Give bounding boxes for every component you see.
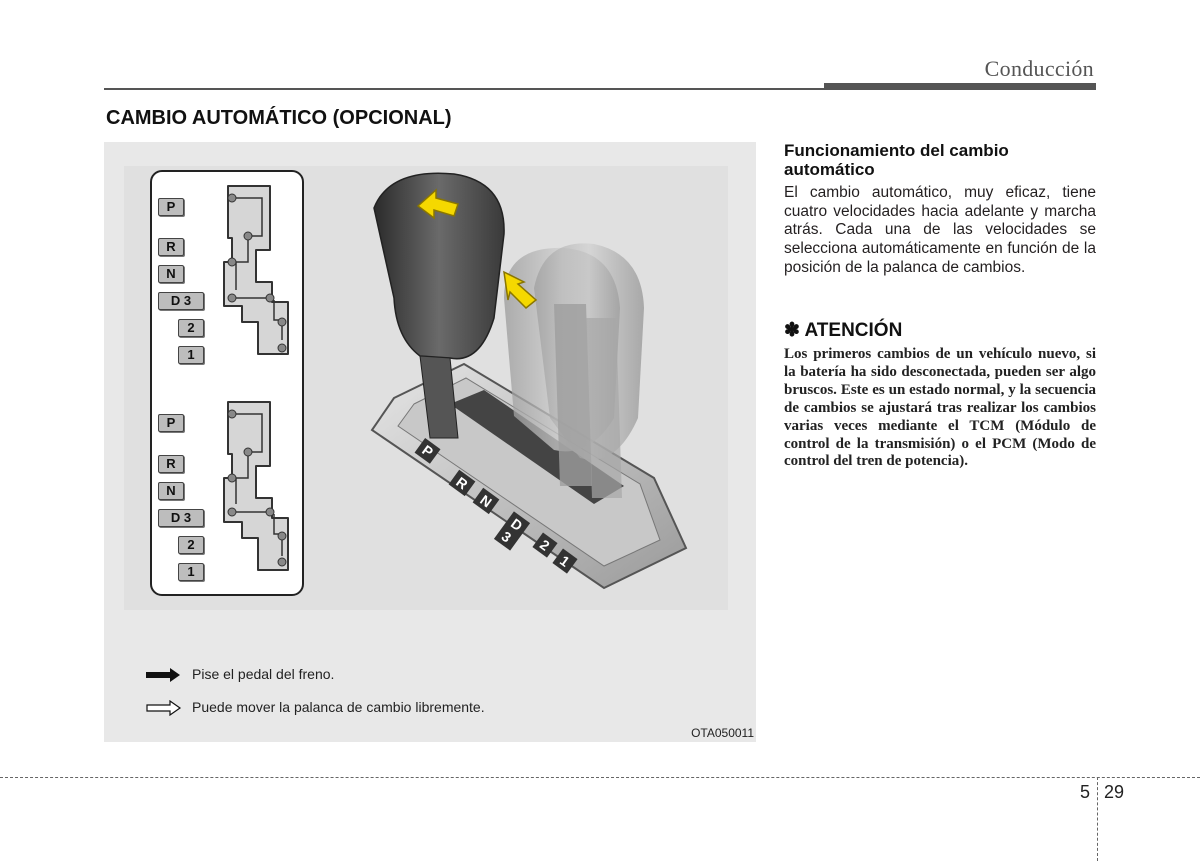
shift-pattern-diagram — [150, 170, 304, 596]
page-number: 29 — [1104, 782, 1125, 802]
footer-divider — [1097, 777, 1098, 861]
gear-label-d3: D 3 — [158, 292, 204, 310]
gate-label-1: 1 — [552, 548, 577, 573]
legend-label: Pise el pedal del freno. — [192, 666, 335, 682]
gate-label-2: 2 — [532, 532, 557, 557]
gear-label-r: R — [158, 238, 184, 256]
gear-label-n: N — [158, 482, 184, 500]
shift-gate-paths — [218, 182, 300, 586]
gate-path-top — [224, 186, 288, 354]
header-rule-accent — [824, 83, 1096, 90]
figure-panel — [104, 142, 756, 742]
hollow-arrow-icon — [146, 700, 182, 716]
gear-label-p: P — [158, 414, 184, 432]
body-paragraph: El cambio automático, muy eficaz, tiene cuatro velocidades hacia adelante y marcha atrás. Cada una de las velocidades se selecciona automáticamente en función de la posición de la palanca de cambios. — [784, 184, 1096, 276]
attention-heading: ✽ ATENCIÓN — [784, 320, 903, 341]
gear-label-d3: D 3 — [158, 509, 204, 527]
solid-arrow-icon — [146, 668, 182, 682]
footer-rule — [0, 777, 1200, 778]
section-title: CAMBIO AUTOMÁTICO (OPCIONAL) — [106, 107, 452, 129]
gate-label-n: N — [473, 488, 500, 514]
gate-path-bottom — [224, 402, 288, 570]
page-chapter-number: 5 — [1080, 782, 1091, 802]
gear-label-r: R — [158, 455, 184, 473]
gate-label-r: R — [449, 470, 476, 496]
gear-label-1: 1 — [178, 563, 204, 581]
legend-label: Puede mover la palanca de cambio libremente. — [192, 699, 485, 715]
gear-label-2: 2 — [178, 319, 204, 337]
chapter-title: Conducción — [984, 56, 1094, 81]
gate-label-p: P — [415, 438, 441, 464]
header-rule — [104, 88, 824, 90]
subheading: Funcionamiento del cambio automático — [784, 141, 1009, 179]
figure-code: OTA050011 — [691, 726, 754, 740]
gear-label-p: P — [158, 198, 184, 216]
gate-label-d3: D 3 — [494, 511, 530, 550]
attention-paragraph: Los primeros cambios de un vehículo nuevo, si la batería ha sido desconectada, pueden ser algo bruscos. Este es un estado normal, y la secuencia de cambios se ajustará tras realizar los cambios varias veces mediante el TCM (Módulo de control de la transmisión) o el PCM (Modo de control del tren de potencia). — [784, 346, 1096, 470]
gear-label-2: 2 — [178, 536, 204, 554]
gear-label-1: 1 — [178, 346, 204, 364]
gear-knob-illustration — [354, 168, 694, 598]
gear-label-n: N — [158, 265, 184, 283]
